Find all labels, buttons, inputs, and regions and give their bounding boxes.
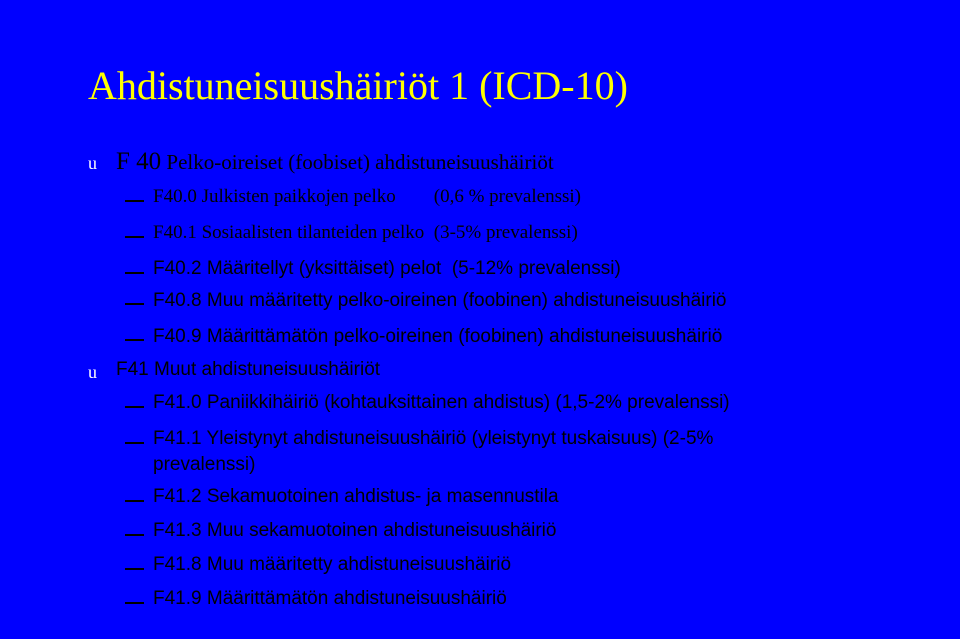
dash-icon — [125, 406, 144, 408]
bullet-marker-f40: u — [88, 153, 97, 173]
f40-item: F40.9 Määrittämätön pelko-oireinen (foobinen) ahdistuneisuushäiriö — [153, 326, 723, 347]
f40-item: F40.1 Sosiaalisten tilanteiden pelko (3-5% prevalenssi) — [153, 222, 578, 243]
bullet-marker-f41: u — [88, 362, 97, 382]
f41-heading: F41 Muut ahdistuneisuushäiriöt — [116, 359, 381, 380]
dash-icon — [125, 534, 144, 536]
f41-item: F41.9 Määrittämätön ahdistuneisuushäiriö — [153, 588, 507, 609]
f40-code: F 40 — [116, 148, 162, 175]
f41-item: F41.1 Yleistynyt ahdistuneisuushäiriö (yleistynyt tuskaisuus) (2-5% — [153, 428, 714, 449]
dash-icon — [125, 272, 144, 274]
dash-icon — [125, 236, 144, 238]
f40-item: F40.8 Muu määritetty pelko-oireinen (foobinen) ahdistuneisuushäiriö — [153, 290, 727, 311]
dash-icon — [125, 568, 144, 570]
f40-heading — [116, 148, 554, 176]
dash-icon — [125, 200, 144, 202]
f41-item-continuation: prevalenssi) — [153, 454, 256, 475]
f41-item: F41.2 Sekamuotoinen ahdistus- ja masennustila — [153, 486, 559, 507]
f41-item: F41.3 Muu sekamuotoinen ahdistuneisuushäiriö — [153, 520, 557, 541]
dash-icon — [125, 500, 144, 502]
slide-title: Ahdistuneisuushäiriöt 1 (ICD-10) — [88, 63, 628, 108]
f41-item: F41.0 Paniikkihäiriö (kohtauksittainen ahdistus) (1,5-2% prevalenssi) — [153, 392, 730, 413]
dash-icon — [125, 303, 144, 305]
dash-icon — [125, 442, 144, 444]
f40-item: F40.0 Julkisten paikkojen pelko (0,6 % prevalenssi) — [153, 186, 581, 207]
f40-item: F40.2 Määritellyt (yksittäiset) pelot (5-12% prevalenssi) — [153, 258, 621, 279]
f40-heading-text: Pelko-oireiset (foobiset) ahdistuneisuushäiriöt — [161, 150, 554, 174]
dash-icon — [125, 602, 144, 604]
dash-icon — [125, 339, 144, 341]
f41-item: F41.8 Muu määritetty ahdistuneisuushäiriö — [153, 554, 512, 575]
